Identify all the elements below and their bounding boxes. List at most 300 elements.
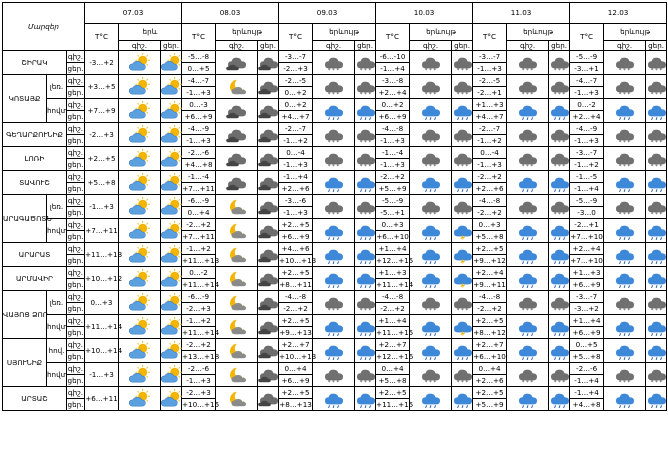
svg-text:* * *: * * * <box>618 211 630 218</box>
weather-cloud-rain-icon <box>452 339 473 363</box>
temperature-cell: -1...+3 <box>85 195 119 219</box>
weather-cloud-snow-icon <box>452 51 473 75</box>
svg-text:* * *: * * * <box>553 91 566 98</box>
time-of-day: գիշ. <box>67 219 84 229</box>
time-of-day: գիշ. <box>67 291 84 301</box>
weather-cloud-rain-icon <box>355 315 376 339</box>
weather-sun-cloud-icon <box>119 363 161 387</box>
temperature-cell: -2...-7 <box>279 123 313 135</box>
temp-header: T°C <box>85 24 119 51</box>
temperature-cell: -3...-7 <box>570 291 604 303</box>
phen-night-header: գիշ. <box>216 41 258 51</box>
weather-cloud-rain-icon <box>355 99 376 123</box>
temperature-cell: +2...+6 <box>473 375 507 387</box>
date-header: 11.03 <box>473 3 570 24</box>
weather-sun-cloud-icon <box>161 363 182 387</box>
weather-cloud-rain-icon <box>410 243 452 267</box>
weather-cloud-snow-icon <box>604 147 646 171</box>
temperature-cell: 0...+3 <box>376 219 410 231</box>
phen-day-header: ցեր. <box>646 41 667 51</box>
weather-cloud-snow-icon <box>410 291 452 315</box>
phenomena-header: երևույթ <box>604 24 667 41</box>
weather-cloud-icon <box>258 147 279 171</box>
weather-cloud-snow-icon <box>313 291 355 315</box>
weather-cloud-rain-icon <box>549 99 570 123</box>
temperature-cell: 0...-2 <box>182 267 216 279</box>
temperature-cell: +7...+11 <box>85 219 119 243</box>
phenomena-header: երևույթ <box>410 24 473 41</box>
temp-header: T°C <box>182 24 216 51</box>
weather-cloud-icon <box>258 219 279 243</box>
subregion-label: լեռ. <box>47 75 67 99</box>
temperature-cell: -1...+2 <box>182 243 216 255</box>
svg-text:* * *: * * * <box>650 91 663 98</box>
weather-cloud-snow-icon <box>507 195 549 219</box>
weather-cloud-icon <box>258 291 279 315</box>
svg-text:* * *: * * * <box>327 379 339 386</box>
temperature-cell: 0...+3 <box>473 219 507 231</box>
weather-cloud-rain-icon <box>355 339 376 363</box>
weather-sun-cloud-icon <box>119 267 161 291</box>
svg-text:* * *: * * * <box>553 211 566 218</box>
temperature-cell: +4...+7 <box>473 111 507 123</box>
temperature-cell: +8...+13 <box>279 399 312 409</box>
temperature-cell: -2...-5 <box>473 75 507 87</box>
weather-cloud-snow-icon <box>604 51 646 75</box>
weather-cloud-rain-icon <box>355 267 376 291</box>
temperature-cell: +1...+4 <box>376 243 410 255</box>
temperature-cell: -4...-9 <box>570 123 604 135</box>
svg-text:* * *: * * * <box>359 139 372 146</box>
weather-cloud-snow-icon <box>355 51 376 75</box>
temperature-cell: 0...+3 <box>85 291 119 315</box>
weather-cloud-icon <box>258 339 279 363</box>
temperature-cell: +9...+13 <box>279 327 312 337</box>
temperature-cell: +11...+13 <box>182 255 220 265</box>
temperature-cell: -1...+4 <box>570 183 604 195</box>
weather-cloud-icon <box>216 123 258 147</box>
svg-text:* * *: * * * <box>456 307 469 314</box>
temperature-cell: -4...-8 <box>376 123 410 135</box>
weather-cloud-icon <box>258 243 279 267</box>
weather-cloud-rain-icon <box>604 339 646 363</box>
weather-cloud-snow-icon <box>604 291 646 315</box>
temperature-cell: -1...+3 <box>473 159 507 171</box>
svg-text:* * *: * * * <box>650 139 663 146</box>
region-name: ԱՐՏԱՇ <box>3 387 67 411</box>
weather-cloud-storm-icon <box>452 243 473 267</box>
time-of-day: գիշ. <box>67 195 84 205</box>
svg-text:* * *: * * * <box>424 67 436 74</box>
region-name: ՇԻՐԱԿ <box>3 51 67 75</box>
weather-cloud-rain-icon <box>646 339 667 363</box>
temperature-cell: +9...+12 <box>473 255 506 265</box>
temperature-cell: +2...+4 <box>473 267 507 279</box>
time-of-day: գիշ. <box>67 387 84 397</box>
weather-moon-icon <box>216 387 258 411</box>
temperature-cell: +12...+16 <box>376 351 414 361</box>
weather-cloud-snow-icon <box>355 147 376 171</box>
temperature-cell: -3...-7 <box>473 51 507 63</box>
time-of-day: ցեր. <box>67 303 84 313</box>
weather-cloud-snow-icon <box>313 75 355 99</box>
svg-text:* * *: * * * <box>521 163 533 170</box>
temperature-cell: +2...+5 <box>473 315 507 327</box>
temperature-cell: +2...+7 <box>473 339 507 351</box>
temperature-cell: -6...-9 <box>182 291 216 303</box>
svg-text:* * *: * * * <box>521 139 533 146</box>
temperature-cell: +1...+4 <box>376 315 410 327</box>
weather-cloud-rain-icon <box>549 339 570 363</box>
temperature-cell: -1...+2 <box>279 135 313 147</box>
weather-sun-cloud-icon <box>161 171 182 195</box>
weather-cloud-rain-icon <box>313 99 355 123</box>
temperature-cell: +2...+5 <box>85 147 119 171</box>
weather-cloud-snow-icon <box>410 123 452 147</box>
region-name: ԱՐԱՐԱՏ <box>3 243 67 267</box>
temperature-cell: +10...+13 <box>279 351 317 361</box>
subregion-label: լեռ. <box>47 291 67 315</box>
temp-header: T°C <box>570 24 604 51</box>
weather-cloud-icon <box>258 75 279 99</box>
temperature-cell: +6...+10 <box>376 231 409 241</box>
weather-sun-cloud-icon <box>161 195 182 219</box>
region-name: ՎԱՅՈՑ ՁՈՐ <box>3 291 47 339</box>
temperature-cell: -2...+3 <box>85 123 119 147</box>
weather-cloud-rain-icon <box>646 315 667 339</box>
temperature-cell: -1...+3 <box>570 135 604 147</box>
time-of-day: ցեր. <box>67 399 84 409</box>
weather-moon-icon <box>216 195 258 219</box>
phen-day-header: ցեր. <box>549 41 570 51</box>
temperature-cell: -1...+3 <box>182 375 216 387</box>
svg-text:* * *: * * * <box>650 211 663 218</box>
date-header: 10.03 <box>376 3 473 24</box>
weather-cloud-rain-icon <box>507 387 549 411</box>
temperature-cell: -3...0 <box>570 207 604 219</box>
weather-cloud-snow-icon <box>313 147 355 171</box>
weather-cloud-snow-icon <box>507 123 549 147</box>
weather-sun-cloud-icon <box>119 291 161 315</box>
temperature-cell: +10...+14 <box>85 339 119 363</box>
weather-cloud-rain-icon <box>549 219 570 243</box>
region-name: ԱՐՄԱՎԻՐ <box>3 267 67 291</box>
weather-cloud-rain-icon <box>507 315 549 339</box>
weather-cloud-rain-icon <box>549 267 570 291</box>
weather-cloud-snow-icon <box>313 123 355 147</box>
weather-sun-cloud-icon <box>161 75 182 99</box>
temperature-cell: -3...-7 <box>570 147 604 159</box>
weather-cloud-snow-icon <box>549 291 570 315</box>
temperature-cell: +10...+15 <box>182 399 220 409</box>
weather-cloud-snow-icon <box>410 363 452 387</box>
temperature-cell: +1...+3 <box>570 267 604 279</box>
date-header: 07.03 <box>85 3 182 24</box>
region-name: ՍՅՈՒՆԻՔ <box>3 339 47 387</box>
svg-text:* * *: * * * <box>359 91 372 98</box>
time-of-day: ցեր. <box>67 375 84 385</box>
temperature-cell: -1...+2 <box>182 315 216 327</box>
temperature-cell: -5...-9 <box>570 51 604 63</box>
regions-header: Մարզեր <box>3 3 85 51</box>
weather-moon-icon <box>216 291 258 315</box>
temperature-cell: +2...+4 <box>376 87 410 99</box>
weather-moon-icon <box>216 219 258 243</box>
time-of-day: գիշ. <box>67 315 84 325</box>
weather-cloud-rain-icon <box>313 243 355 267</box>
weather-sun-cloud-icon <box>161 51 182 75</box>
time-of-day: գիշ. <box>67 243 84 253</box>
phen-night-header: գիշ. <box>313 41 355 51</box>
time-of-day: ցեր. <box>67 111 84 121</box>
temperature-cell: -2...+3 <box>182 387 216 399</box>
temperature-cell: +7...+10 <box>570 231 603 241</box>
temperature-cell: -4...-7 <box>182 75 216 87</box>
svg-text:* * *: * * * <box>650 379 663 386</box>
temperature-cell: -1...+3 <box>473 63 507 75</box>
temperature-cell: -1...+4 <box>570 375 604 387</box>
weather-cloud-rain-icon <box>452 99 473 123</box>
svg-text:* * *: * * * <box>359 211 372 218</box>
time-of-day: գիշ. <box>67 99 84 109</box>
phenomena-header: երևույթ <box>313 24 376 41</box>
weather-cloud-rain-icon <box>604 267 646 291</box>
time-of-day: գիշ. <box>67 363 84 373</box>
weather-cloud-rain-icon <box>410 387 452 411</box>
svg-text:* * *: * * * <box>359 67 372 74</box>
temperature-cell: +5...+8 <box>473 231 507 243</box>
phen-day-header: ցեր. <box>258 41 279 51</box>
temperature-cell: +4...+8 <box>570 399 604 411</box>
weather-cloud-snow-icon <box>355 195 376 219</box>
temperature-cell: +11...+14 <box>182 279 220 289</box>
svg-text:* * *: * * * <box>521 67 533 74</box>
temperature-cell: +2...+5 <box>279 219 313 231</box>
weather-cloud-icon <box>258 387 279 411</box>
svg-text:* * *: * * * <box>327 211 339 218</box>
temperature-cell: +2...+7 <box>376 339 410 351</box>
temperature-cell: 0...-3 <box>182 99 216 111</box>
weather-cloud-rain-icon <box>313 219 355 243</box>
temperature-cell: 0...-4 <box>279 147 313 159</box>
temp-header: T°C <box>473 24 507 51</box>
time-of-day: ցեր. <box>67 351 84 361</box>
time-of-day: գիշ. <box>67 171 84 181</box>
weather-cloud-snow-icon <box>646 195 667 219</box>
weather-cloud-rain-icon <box>507 99 549 123</box>
weather-cloud-rain-icon <box>604 315 646 339</box>
temperature-cell: -2...+2 <box>376 303 410 315</box>
svg-text:* * *: * * * <box>456 67 469 74</box>
time-of-day: ցեր. <box>67 231 84 241</box>
weather-cloud-snow-icon <box>452 123 473 147</box>
weather-sun-cloud-icon <box>161 291 182 315</box>
weather-cloud-rain-icon <box>355 243 376 267</box>
svg-text:* * *: * * * <box>521 211 533 218</box>
svg-text:* * *: * * * <box>650 67 663 74</box>
svg-text:* * *: * * * <box>456 163 469 170</box>
time-of-day: ցեր. <box>67 255 84 265</box>
weather-cloud-snow-icon <box>452 195 473 219</box>
subregion-label: հովտ <box>47 219 67 243</box>
temperature-cell: -1...-4 <box>376 147 410 159</box>
svg-text:* * *: * * * <box>327 139 339 146</box>
weather-cloud-snow-icon <box>452 291 473 315</box>
weather-cloud-rain-icon <box>410 219 452 243</box>
phenomena-header: երևույթ <box>507 24 570 41</box>
svg-text:* * *: * * * <box>618 67 630 74</box>
temperature-cell: 0...+4 <box>182 207 216 219</box>
weather-moon-icon <box>216 363 258 387</box>
temperature-cell: +8...+12 <box>473 327 506 337</box>
weather-cloud-rain-icon <box>646 243 667 267</box>
weather-cloud-rain-icon <box>604 99 646 123</box>
weather-cloud-icon <box>216 51 258 75</box>
temperature-cell: +10...+12 <box>85 267 119 291</box>
temperature-cell: -5...-9 <box>376 195 410 207</box>
weather-cloud-rain-icon <box>604 219 646 243</box>
weather-cloud-icon <box>258 267 279 291</box>
svg-text:* * *: * * * <box>424 91 436 98</box>
temperature-cell: +2...+5 <box>279 267 313 279</box>
weather-cloud-snow-icon <box>604 123 646 147</box>
temperature-cell: -3...-6 <box>279 195 313 207</box>
time-of-day: ցեր. <box>67 87 84 97</box>
temperature-cell: -5...-8 <box>182 51 216 63</box>
temperature-cell: 0...+2 <box>279 99 313 111</box>
weather-cloud-icon <box>258 99 279 123</box>
temperature-cell: -1...+3 <box>182 135 216 147</box>
weather-cloud-icon <box>258 171 279 195</box>
svg-text:* * *: * * * <box>424 139 436 146</box>
temperature-cell: -2...+2 <box>182 339 216 351</box>
weather-cloud-snow-icon <box>604 363 646 387</box>
temperature-cell: -2...+2 <box>473 207 507 219</box>
svg-text:* * *: * * * <box>456 211 469 218</box>
temperature-cell: +6...+11 <box>85 387 119 411</box>
weather-sun-cloud-icon <box>119 387 161 411</box>
temperature-cell: 0...+2 <box>279 87 313 99</box>
weather-sun-cloud-icon <box>119 75 161 99</box>
weather-cloud-rain-icon <box>507 171 549 195</box>
weather-cloud-rain-icon <box>355 387 376 411</box>
weather-cloud-rain-icon <box>507 339 549 363</box>
temperature-cell: -2...-6 <box>570 363 604 375</box>
svg-text:* * *: * * * <box>521 379 533 386</box>
weather-sun-cloud-icon <box>119 171 161 195</box>
weather-cloud-rain-icon <box>355 171 376 195</box>
weather-cloud-snow-icon <box>313 51 355 75</box>
weather-cloud-snow-icon <box>355 75 376 99</box>
svg-text:* * *: * * * <box>327 67 339 74</box>
temperature-cell: -1...+2 <box>473 135 507 147</box>
temperature-cell: -2...+2 <box>473 303 507 315</box>
weather-cloud-snow-icon <box>507 363 549 387</box>
weather-cloud-icon <box>216 147 258 171</box>
weather-cloud-snow-icon <box>646 123 667 147</box>
weather-cloud-snow-icon <box>355 363 376 387</box>
temperature-cell: 0...+5 <box>182 63 216 75</box>
svg-text:* * *: * * * <box>456 139 469 146</box>
temperature-cell: -1...-5 <box>570 171 604 183</box>
weather-cloud-snow-icon <box>549 75 570 99</box>
temperature-cell: +6...+10 <box>473 351 506 361</box>
temperature-cell: 0...+2 <box>376 99 410 111</box>
temperature-cell: -4...-8 <box>473 195 507 207</box>
weather-cloud-snow-icon <box>549 363 570 387</box>
weather-cloud-snow-icon <box>549 195 570 219</box>
temperature-cell: -1...+3 <box>279 207 313 219</box>
temperature-cell: +11...+14 <box>376 279 414 289</box>
temperature-cell: +6...+9 <box>182 111 216 123</box>
svg-text:* * *: * * * <box>456 91 469 98</box>
weather-sun-cloud-icon <box>119 51 161 75</box>
region-name: ԱՐԱԳԱԾՈՏՆ <box>3 195 47 243</box>
svg-text:* * *: * * * <box>618 163 630 170</box>
temperature-cell: +2...+4 <box>570 111 604 123</box>
temperature-cell: +7...+11 <box>182 183 215 193</box>
temperature-cell: 0...-4 <box>473 147 507 159</box>
temperature-cell: -5...+1 <box>376 207 410 219</box>
temperature-cell: -1...+4 <box>376 63 410 75</box>
temp-header: T°C <box>376 24 410 51</box>
temperature-cell: -3...+1 <box>570 63 604 75</box>
subregion-label: հով. <box>47 339 67 363</box>
weather-cloud-rain-icon <box>549 315 570 339</box>
svg-text:* * *: * * * <box>553 379 566 386</box>
svg-text:* * *: * * * <box>424 307 436 314</box>
temperature-cell: -3...-8 <box>376 75 410 87</box>
weather-cloud-rain-icon <box>507 243 549 267</box>
svg-text:* * *: * * * <box>650 307 663 314</box>
temperature-cell: -1...+3 <box>376 159 410 171</box>
phenomena-header: երև <box>119 24 182 41</box>
temperature-cell: +11...+13 <box>85 243 119 267</box>
temperature-cell: -1...+3 <box>570 87 604 99</box>
weather-cloud-rain-icon <box>604 171 646 195</box>
temperature-cell: +2...+5 <box>279 315 313 327</box>
weather-sun-cloud-icon <box>161 387 182 411</box>
temperature-cell: +1...+4 <box>570 315 604 327</box>
weather-cloud-snow-icon <box>646 291 667 315</box>
svg-text:* * *: * * * <box>553 139 566 146</box>
weather-cloud-rain-icon <box>410 339 452 363</box>
weather-cloud-rain-icon <box>646 219 667 243</box>
temperature-cell: -1...+4 <box>570 387 604 399</box>
svg-text:* * *: * * * <box>618 139 630 146</box>
temperature-cell: +6...+9 <box>570 327 604 339</box>
temperature-cell: +2...+5 <box>376 387 410 399</box>
time-of-day: ցեր. <box>67 135 84 145</box>
weather-cloud-icon <box>258 195 279 219</box>
svg-text:* * *: * * * <box>456 379 469 386</box>
weather-cloud-snow-icon <box>604 195 646 219</box>
weather-sun-cloud-icon <box>119 339 161 363</box>
temperature-cell: -1...+3 <box>182 87 216 99</box>
time-of-day: գիշ. <box>67 339 84 349</box>
time-of-day: գիշ. <box>67 147 84 157</box>
weather-cloud-rain-icon <box>313 339 355 363</box>
temperature-cell: -1...-4 <box>182 171 216 183</box>
temperature-cell: +1...+3 <box>473 99 507 111</box>
svg-text:* * *: * * * <box>327 91 339 98</box>
weather-sun-cloud-icon <box>161 243 182 267</box>
time-of-day: ցեր. <box>67 207 84 217</box>
temperature-cell: +8...+11 <box>279 279 312 289</box>
weather-cloud-snow-icon <box>549 51 570 75</box>
subregion-label: հովտ <box>47 99 67 123</box>
temperature-cell: -2...-5 <box>279 75 313 87</box>
